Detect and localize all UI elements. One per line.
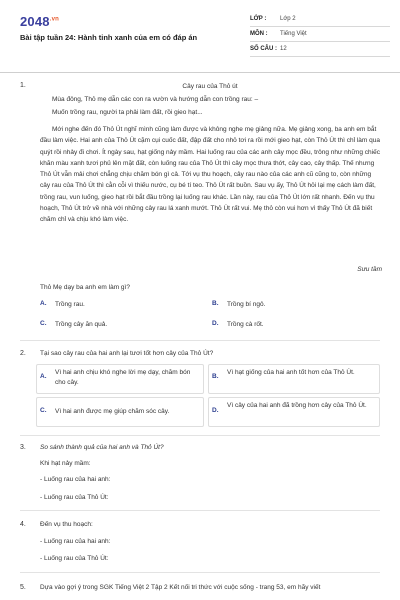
option-letter[interactable]: A. (40, 300, 47, 307)
question-divider (20, 435, 380, 436)
answer-line[interactable]: - Luống rau của hai anh: (40, 476, 111, 483)
meta-label: MÔN : (250, 31, 268, 37)
option-text[interactable]: Trồng rau. (55, 301, 85, 308)
sub-question: Khi hạt nảy mầm: (40, 460, 91, 467)
option-letter[interactable]: A. (40, 373, 47, 380)
option-text[interactable]: Vì hai anh chịu khó nghe lời mẹ dạy, chăm bón cho cây. (55, 369, 191, 386)
answer-line[interactable]: - Luống rau của Thỏ Út: (40, 555, 109, 562)
question-divider (20, 340, 380, 341)
story-source: Sưu tầm (357, 266, 382, 273)
meta-label: LỚP : (250, 16, 267, 22)
meta-row-count (250, 42, 390, 57)
option-text[interactable]: Trồng cà rốt. (227, 321, 264, 328)
option-text[interactable]: Trồng bí ngô. (227, 301, 266, 308)
question-text: Tại sao cây rau của hai anh lại tươi tốt hơn cây của Thỏ Út? (40, 350, 214, 357)
worksheet-title: Bài tập tuần 24: Hành tinh xanh của em có đáp án (20, 33, 198, 42)
meta-value: 12 (280, 46, 287, 52)
question-text: Thỏ Mẹ dạy ba anh em làm gì? (40, 284, 130, 291)
story-title: Cây rau của Thỏ út (182, 83, 238, 90)
meta-row-class (250, 12, 390, 27)
option-text[interactable]: Vì cây của hai anh đã trồng hơn cây của Thỏ Út. (227, 402, 367, 409)
logo-suffix: .vn (49, 16, 60, 23)
header (0, 0, 400, 78)
answer-line[interactable]: - Luống rau của Thỏ Út: (40, 494, 109, 501)
question-number: 5. (20, 584, 26, 591)
question-number: 2. (20, 350, 26, 357)
option-text[interactable]: Vì hạt giống của hai anh tốt hơn của Thỏ Út. (227, 369, 355, 376)
logo-main: 2048 (20, 14, 50, 29)
meta-value: Lớp 2 (280, 16, 296, 22)
option-letter[interactable]: C. (40, 320, 47, 327)
question-text: Dựa vào gợi ý trong SGK Tiếng Việt 2 Tập 2 Kết nối tri thức với cuộc sống - trang 53, em hãy viết (40, 584, 321, 591)
option-letter[interactable]: D. (212, 320, 219, 327)
story-paragraph: Mới nghe đến đó Thỏ Út nghĩ mình cũng làm được và không nghe mẹ giảng nữa. Mẹ giảng xong, ba anh em bắt đầu làm việc. Hai anh của Thỏ Út cặm cụi cuốc đất, đập đất cho nhỏ tơi ra rồi mới gieo hạt, còn Thỏ Út thì chỉ làm qua quýt rồi nhảy đi chơi. Ít ngày sau, hạt giống nảy mầm. Hai luống rau của các anh cây mọc đều, trông như những chiếc khăn màu xanh tươi phủ lên mặt đất, còn luống rau của Thỏ Út thì cây mọc thưa thớt, cây cao, cây thấp. Thế nhưng Thỏ Út vẫn mải chơi chẳng chịu chăm bón gì cả. Tới vụ thu hoạch, cây rau nào của các anh cũ cũng to, còn những cây rau của Thỏ Út thì cằn cỗi vì thiếu nước, cụ bé tí teo. Thỏ Út rất buồn. Sau vụ ấy, Thỏ Út hỏi lại mẹ cách làm đất, trồng rau, vun luống, gieo hạt rồi bắt đầu trồng lại luống rau khác. Lần này, rau của Thỏ Út lớn rất nhanh. Đến vụ thu hoạch, Thỏ Út trở về nhà với những cây rau lá xanh mướt. Thỏ Út rất vui. Mẹ thỏ còn vui hơn vì thấy Thỏ Út đã biết chăm chỉ và chịu khó làm việc. (40, 126, 380, 224)
option-text[interactable]: Vì hai anh được mẹ giúp chăm sóc cây. (55, 408, 170, 415)
story-paragraph: Mùa đông, Thỏ mẹ dẫn các con ra vườn và hướng dẫn con trồng rau: – (52, 96, 259, 103)
site-logo[interactable] (20, 14, 59, 29)
option-letter[interactable]: D. (212, 407, 219, 414)
option-text[interactable]: Trồng cây ăn quả. (55, 321, 108, 328)
question-number: 4. (20, 521, 26, 528)
meta-table (250, 12, 390, 57)
option-letter[interactable]: B. (212, 373, 219, 380)
question-divider (20, 572, 380, 573)
story-paragraph: Muốn trồng rau, người ta phải làm đất, rồi gieo hạt... (52, 109, 203, 116)
option-letter[interactable]: C. (40, 407, 47, 414)
question-text: So sánh thành quả của hai anh và Thỏ Út? (40, 444, 164, 451)
answer-line[interactable]: - Luống rau của hai anh: (40, 538, 111, 545)
header-divider (0, 72, 400, 73)
question-number: 1. (20, 82, 26, 89)
meta-row-subject (250, 27, 390, 42)
question-number: 3. (20, 444, 26, 451)
meta-value: Tiếng Việt (280, 31, 307, 37)
question-divider (20, 510, 380, 511)
question-text: Đến vụ thu hoạch: (40, 521, 93, 528)
meta-label: SỐ CÂU : (250, 46, 277, 52)
option-letter[interactable]: B. (212, 300, 219, 307)
